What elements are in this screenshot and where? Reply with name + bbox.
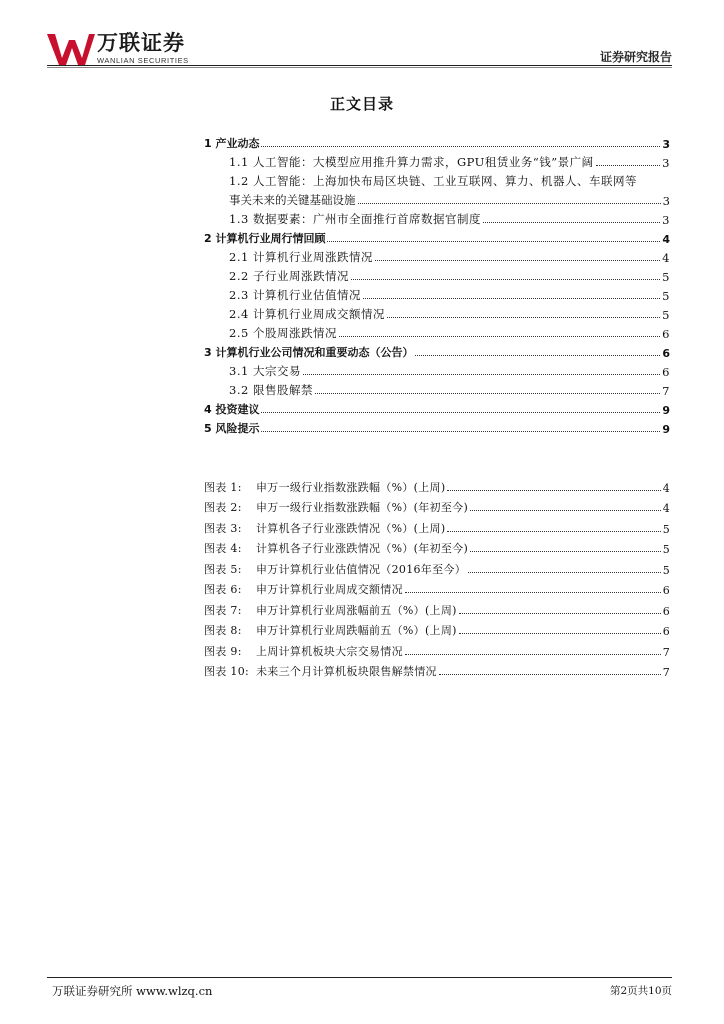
toc-leader-dots bbox=[261, 412, 660, 413]
toc-entry[interactable] bbox=[204, 417, 670, 436]
toc-entry-text: 事关未来的关键基础设施 bbox=[229, 193, 356, 207]
toc-entry[interactable] bbox=[204, 265, 670, 284]
toc-entry-text: 1 产业动态 bbox=[204, 137, 260, 150]
figure-leader-dots bbox=[459, 613, 661, 614]
toc-entry-page: 9 bbox=[662, 423, 670, 436]
figure-entry-text: 上周计算机板块大宗交易情况 bbox=[256, 644, 403, 658]
figure-entry-text: 未来三个月计算机板块限售解禁情况 bbox=[256, 665, 437, 678]
figure-entry-label: 图表 1: bbox=[204, 480, 242, 494]
figure-entry-text: 计算机各子行业涨跌情况（%）(年初至今) bbox=[256, 542, 469, 555]
toc-entry-text: 1.2 人工智能：上海加快布局区块链、工业互联网、算力、机器人、车联网等 bbox=[229, 174, 637, 188]
figure-leader-dots bbox=[470, 551, 661, 552]
toc-leader-dots bbox=[358, 203, 661, 204]
toc-leader-dots bbox=[596, 165, 661, 166]
figure-entry[interactable] bbox=[204, 556, 670, 577]
figure-entry-text: 申万计算机行业估值情况（2016年至今） bbox=[256, 562, 466, 576]
toc-entry-page: 3 bbox=[662, 156, 670, 170]
figure-entry-label: 图表 4: bbox=[204, 542, 242, 555]
toc-entry-text: 5 风险提示 bbox=[204, 422, 260, 435]
figure-entry[interactable] bbox=[204, 536, 670, 557]
toc-entry[interactable] bbox=[204, 189, 670, 208]
toc-leader-dots bbox=[387, 317, 660, 318]
toc-entry[interactable] bbox=[204, 303, 670, 322]
toc-entry[interactable] bbox=[204, 151, 670, 170]
figure-entry[interactable] bbox=[204, 577, 670, 598]
figure-leader-dots bbox=[447, 490, 660, 491]
figure-entry[interactable] bbox=[204, 515, 670, 536]
toc-entry-text: 3 计算机行业公司情况和重要动态（公告） bbox=[204, 346, 414, 359]
toc-leader-dots bbox=[261, 431, 660, 432]
logo-text-en: WANLIAN SECURITIES bbox=[97, 56, 189, 65]
figure-entry-page: 4 bbox=[662, 502, 670, 515]
toc-entry-page: 9 bbox=[662, 404, 670, 417]
figure-entry-page: 7 bbox=[662, 645, 670, 659]
figure-entry-page: 5 bbox=[662, 563, 670, 577]
toc-entry-page: 4 bbox=[662, 233, 670, 246]
toc-entry-text: 2.5 个股周涨跌情况 bbox=[229, 326, 337, 340]
toc-entry[interactable] bbox=[204, 284, 670, 303]
toc-entry-page: 3 bbox=[662, 138, 670, 151]
toc-entry[interactable] bbox=[204, 398, 670, 417]
figure-entry-label: 图表 2: bbox=[204, 501, 242, 514]
figure-entry-text: 申万计算机行业周跌幅前五（%）(上周) bbox=[256, 624, 457, 637]
figure-entry-page: 5 bbox=[662, 522, 670, 536]
figure-entry-text: 申万计算机行业周涨幅前五（%）(上周) bbox=[256, 603, 457, 617]
figure-entry[interactable] bbox=[204, 495, 670, 516]
header-divider-thin bbox=[47, 67, 672, 68]
figure-list bbox=[204, 474, 670, 679]
toc-entry-page: 5 bbox=[662, 270, 670, 284]
figure-entry-label: 图表 8: bbox=[204, 624, 242, 637]
toc-entry[interactable] bbox=[204, 208, 670, 227]
toc-entry-text: 2.2 子行业周涨跌情况 bbox=[229, 269, 349, 283]
report-type-label: 证券研究报告 bbox=[599, 50, 672, 64]
toc-entry-text: 1.1 人工智能：大模型应用推升算力需求，GPU租赁业务“钱”景广阔 bbox=[229, 155, 594, 169]
figure-entry-label: 图表 10: bbox=[204, 665, 249, 678]
toc-leader-dots bbox=[415, 355, 660, 356]
figure-leader-dots bbox=[405, 592, 661, 593]
toc-leader-dots bbox=[327, 241, 660, 242]
toc-entry-page: 7 bbox=[662, 384, 670, 398]
toc-entry[interactable] bbox=[204, 246, 670, 265]
toc-leader-dots bbox=[375, 260, 660, 261]
figure-entry[interactable] bbox=[204, 597, 670, 618]
wanlian-logo-mark-icon bbox=[47, 32, 95, 66]
toc-entry-text: 3.1 大宗交易 bbox=[229, 364, 301, 378]
figure-entry-label: 图表 3: bbox=[204, 521, 242, 535]
footer-institute: 万联证券研究所 www.wlzq.cn bbox=[52, 984, 213, 998]
company-logo bbox=[47, 32, 189, 66]
figure-entry-page: 6 bbox=[662, 584, 670, 597]
toc-leader-dots bbox=[339, 336, 660, 337]
toc-entry-text: 1.3 数据要素：广州市全面推行首席数据官制度 bbox=[229, 212, 481, 226]
toc-entry-page: 5 bbox=[662, 308, 670, 322]
figure-entry-label: 图表 5: bbox=[204, 562, 242, 576]
figure-entry-text: 申万计算机行业周成交额情况 bbox=[256, 583, 403, 596]
figure-entry-page: 6 bbox=[662, 604, 670, 618]
figure-entry-label: 图表 9: bbox=[204, 644, 242, 658]
toc-entry[interactable] bbox=[204, 132, 670, 151]
figure-entry-label: 图表 7: bbox=[204, 603, 242, 617]
toc-entry-page: 3 bbox=[662, 194, 670, 208]
toc-entry[interactable] bbox=[204, 360, 670, 379]
header-divider bbox=[47, 65, 672, 66]
footer-divider bbox=[47, 977, 672, 978]
toc-entry-page: 6 bbox=[662, 347, 670, 360]
toc-entry[interactable] bbox=[204, 227, 670, 246]
toc-entry[interactable] bbox=[204, 170, 670, 189]
figure-leader-dots bbox=[405, 654, 661, 655]
figure-entry-text: 申万一级行业指数涨跌幅（%）(年初至今) bbox=[256, 501, 469, 514]
toc-leader-dots bbox=[483, 222, 660, 223]
figure-leader-dots bbox=[447, 531, 660, 532]
toc-leader-dots bbox=[315, 393, 660, 394]
figure-leader-dots bbox=[470, 510, 661, 511]
toc-entry-text: 2 计算机行业周行情回顾 bbox=[204, 232, 326, 245]
figure-entry-page: 7 bbox=[662, 666, 670, 679]
figure-entry-page: 5 bbox=[662, 543, 670, 556]
figure-entry-text: 申万一级行业指数涨跌幅（%）(上周) bbox=[256, 480, 446, 494]
figure-leader-dots bbox=[459, 633, 661, 634]
toc-entry[interactable] bbox=[204, 322, 670, 341]
toc-leader-dots bbox=[261, 146, 660, 147]
toc-leader-dots bbox=[303, 374, 660, 375]
toc-entry-page: 4 bbox=[662, 251, 670, 265]
toc-leader-dots bbox=[363, 298, 660, 299]
figure-entry[interactable] bbox=[204, 659, 670, 680]
figure-leader-dots bbox=[439, 674, 661, 675]
toc-entry-text: 4 投资建议 bbox=[204, 403, 260, 416]
figure-entry-page: 4 bbox=[662, 481, 670, 495]
toc-leader-dots bbox=[351, 279, 660, 280]
footer-page-number: 第2页共10页 bbox=[609, 985, 672, 997]
toc-entry-text: 2.1 计算机行业周涨跌情况 bbox=[229, 250, 373, 264]
toc-title: 正文目录 bbox=[329, 95, 394, 113]
logo-text-cn: 万联证券 bbox=[97, 31, 185, 55]
figure-entry-label: 图表 6: bbox=[204, 583, 242, 596]
figure-entry[interactable] bbox=[204, 638, 670, 659]
toc-entry-page: 5 bbox=[662, 289, 670, 303]
toc-entry-text: 2.4 计算机行业周成交额情况 bbox=[229, 307, 385, 321]
toc-entry[interactable] bbox=[204, 379, 670, 398]
toc-entry-page: 6 bbox=[662, 365, 670, 379]
table-of-contents bbox=[204, 132, 670, 436]
toc-entry-page: 3 bbox=[662, 213, 670, 227]
figure-entry[interactable] bbox=[204, 474, 670, 495]
toc-entry[interactable] bbox=[204, 341, 670, 360]
toc-entry-text: 2.3 计算机行业估值情况 bbox=[229, 288, 361, 302]
toc-entry-page: 6 bbox=[662, 327, 670, 341]
figure-entry-text: 计算机各子行业涨跌情况（%）(上周) bbox=[256, 521, 446, 535]
figure-entry[interactable] bbox=[204, 618, 670, 639]
figure-entry-page: 6 bbox=[662, 625, 670, 638]
figure-leader-dots bbox=[468, 572, 661, 573]
toc-entry-text: 3.2 限售股解禁 bbox=[229, 383, 313, 397]
